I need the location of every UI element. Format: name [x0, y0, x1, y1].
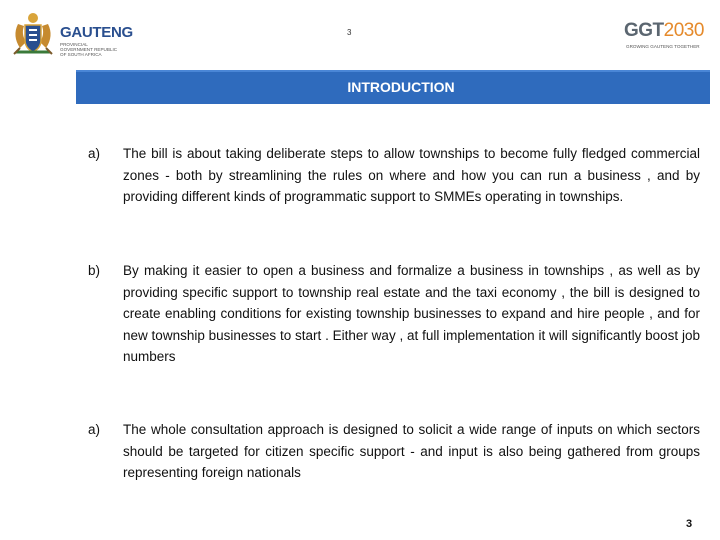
- coat-of-arms-icon: [8, 12, 58, 56]
- list-item: [88, 419, 700, 489]
- gauteng-wordmark: GAUTENG: [60, 24, 133, 41]
- item-text: By making it easier to open a business and formalize a business in townships , as well as by providing specific support to township real estate and the taxi economy , the bill is designed to create enabling conditions for existing township businesses to expand and hire people , and for new township businesses to start . Either way , at full implementation it will significantly boost job numbers: [123, 263, 700, 364]
- item-label: b): [88, 263, 101, 278]
- gauteng-subtitle: PROVINCIAL GOVERNMENT REPUBLIC OF SOUTH AFRICA: [60, 42, 118, 57]
- ggt-tagline: GROWING GAUTENG TOGETHER: [626, 44, 700, 49]
- header-page-number: 3: [347, 28, 352, 37]
- ggt-year: 2030: [663, 20, 704, 41]
- gauteng-logo: [8, 8, 133, 60]
- ggt2030-wordmark: [624, 20, 704, 42]
- title-bar: [76, 70, 710, 104]
- item-text: The bill is about taking deliberate steps to allow townships to become fully fledged commercial zones - both by streamlining the rules on where and how you can run a business , and by providing different kinds of programmatic support to SMMEs operating in townships.: [123, 146, 700, 204]
- item-text: The whole consultation approach is designed to solicit a wide range of inputs on which sectors should be targeted for citizen specific support - and input is also being gathered from groups representing foreign nationals: [123, 422, 700, 480]
- list-item: [88, 143, 700, 233]
- list-item: [88, 260, 700, 395]
- item-label: a): [88, 422, 101, 437]
- page-header: [0, 0, 720, 70]
- ggt2030-logo: [624, 20, 704, 54]
- item-label: a): [88, 146, 101, 161]
- slide-title: INTRODUCTION: [347, 79, 455, 95]
- footer-page-number: 3: [686, 518, 693, 530]
- ggt-letters: GGT: [624, 20, 664, 41]
